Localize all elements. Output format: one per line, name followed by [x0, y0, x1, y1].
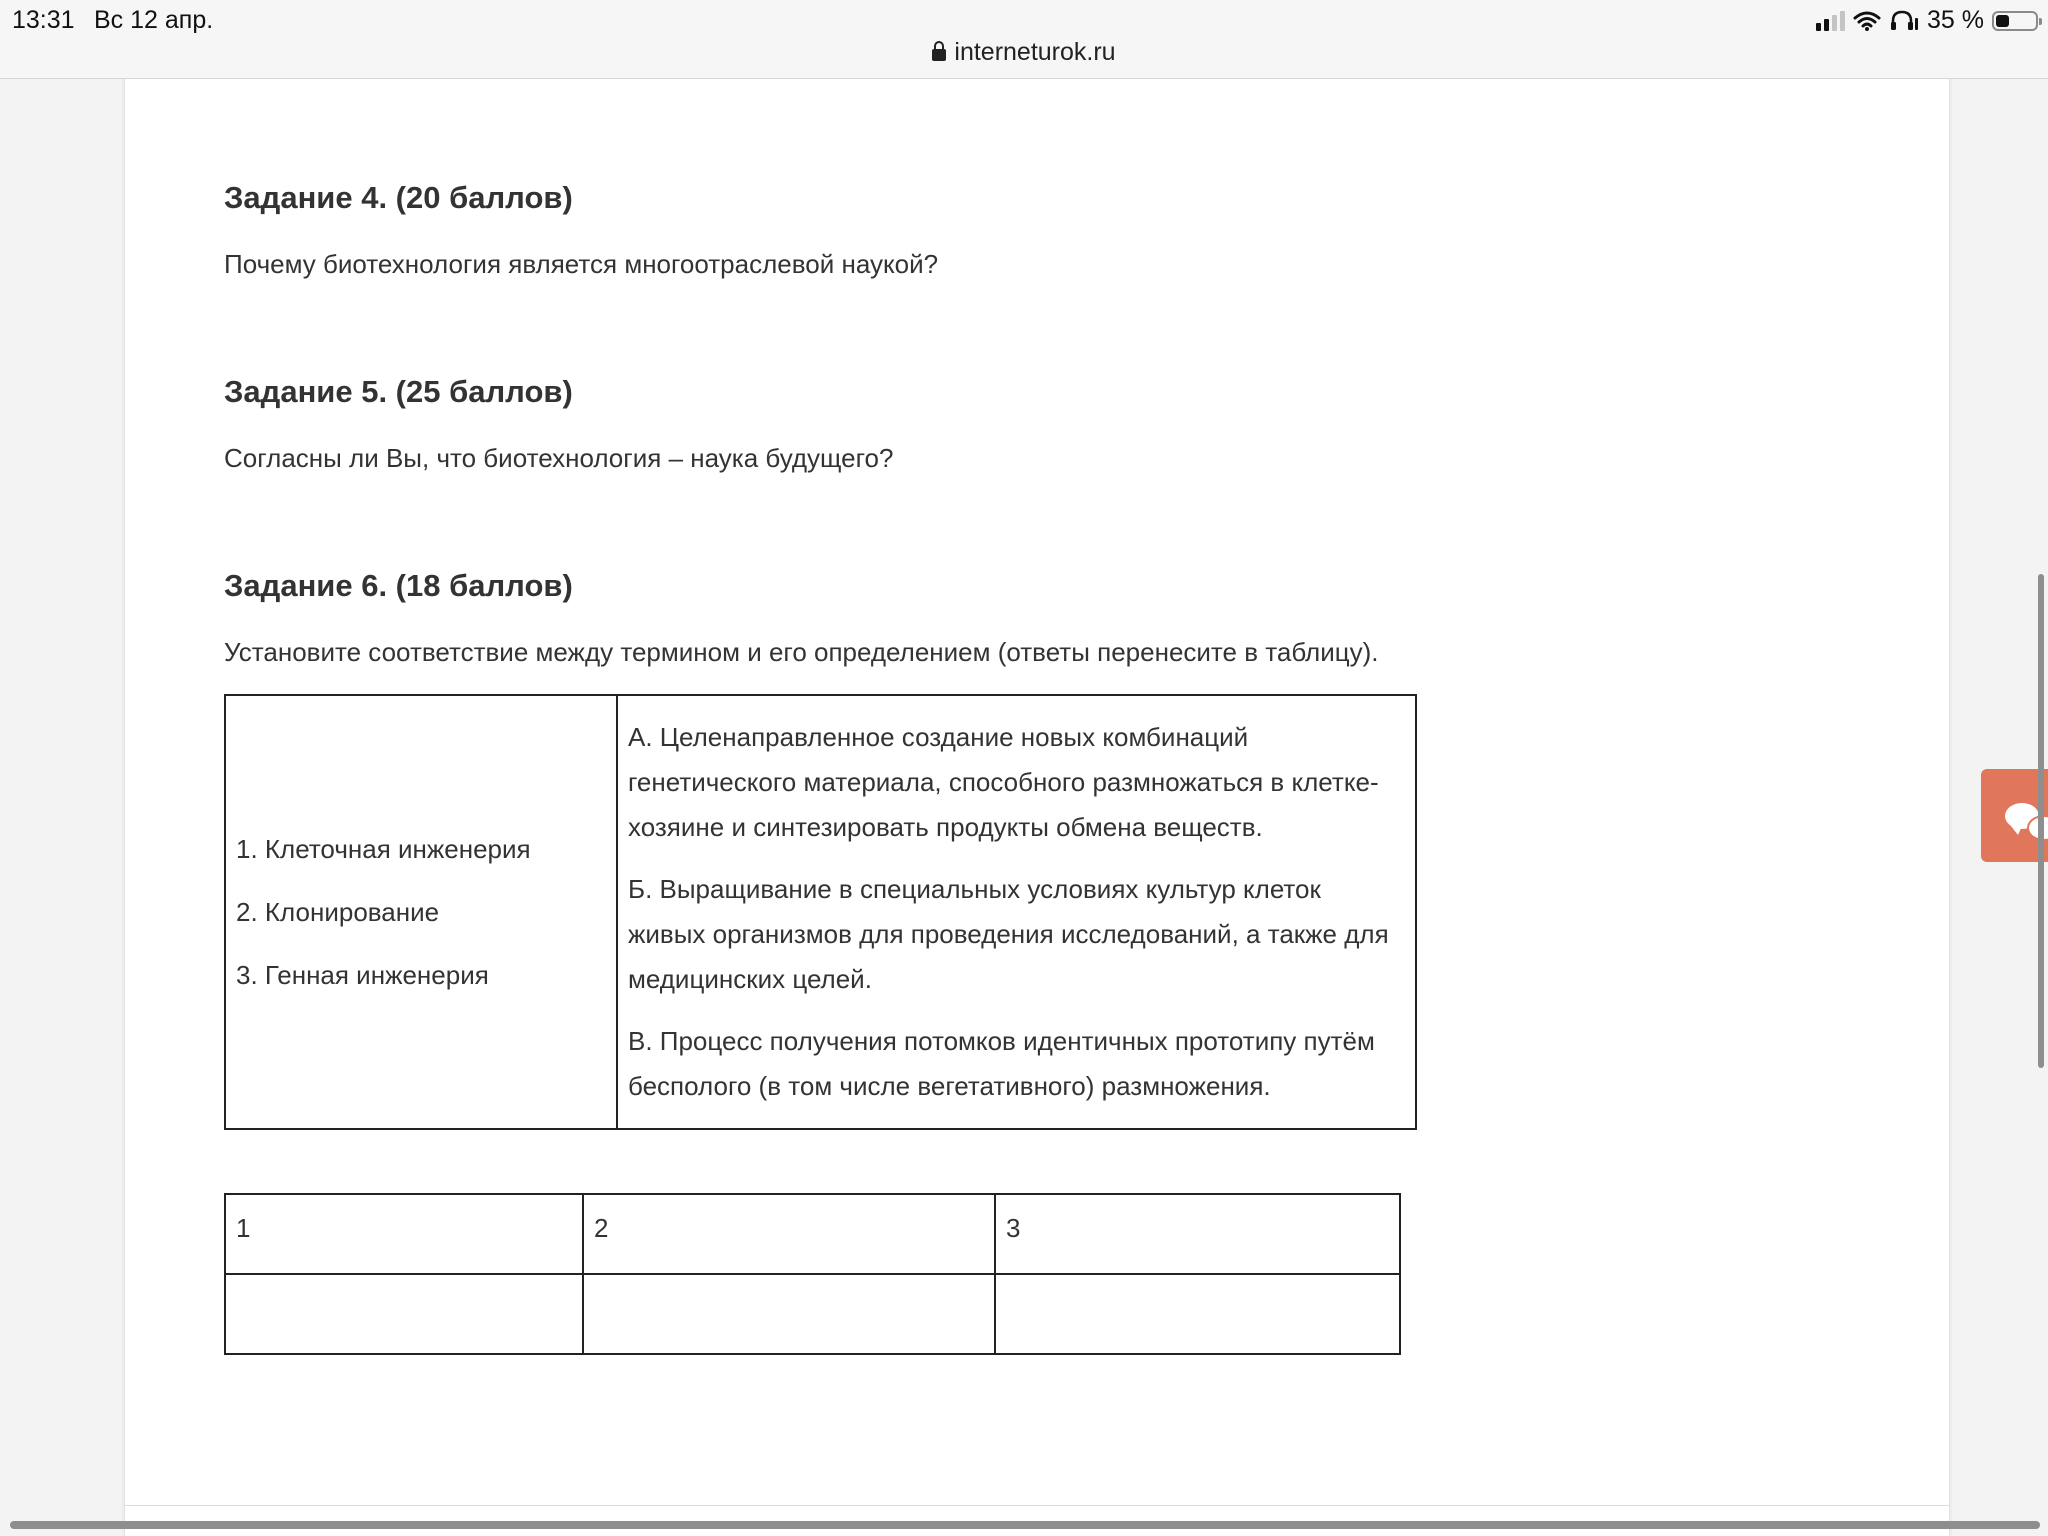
status-indicators [1816, 6, 2038, 35]
battery-icon [1992, 11, 2038, 31]
definition-item: В. Процесс получения потомков идентичных прототипу путём бесполого (в том числе вегетативного) размножения. [628, 1026, 1375, 1101]
task4-text: Почему биотехнология является многоотраслевой наукой? [224, 249, 939, 279]
headphones-icon [1889, 10, 1919, 32]
answer-cell [995, 1274, 1400, 1354]
url-text: interneturok.ru [954, 38, 1116, 66]
definition-item: Б. Выращивание в специальных условиях культур клеток живых организмов для проведения исследований, а также для медицинских целей. [628, 874, 1389, 994]
definitions-cell [617, 695, 1416, 1129]
battery-percent: 35 % [1927, 6, 1984, 34]
answer-header-cell: 2 [583, 1194, 995, 1274]
task5-title: Задание 5. (25 баллов) [224, 374, 573, 409]
task6-text: Установите соответствие между термином и его определением (ответы перенесите в таблицу). [224, 637, 1379, 667]
lock-icon [932, 49, 946, 61]
answer-table [224, 1193, 1401, 1355]
answer-header-cell: 3 [995, 1194, 1400, 1274]
definition-item: А. Целенаправленное создание новых комбинаций генетического материала, способного размножаться в клетке-хозяине и синтезировать продукты обмена веществ. [628, 722, 1379, 842]
wifi-icon [1853, 10, 1881, 32]
task4-title: Задание 4. (20 баллов) [224, 180, 573, 215]
term-item: 2. Клонирование [236, 896, 440, 927]
task6-title: Задание 6. (18 баллов) [224, 568, 573, 603]
status-date: Вс 12 апр. [94, 6, 214, 34]
answer-header-cell: 1 [225, 1194, 583, 1274]
task5-text: Согласны ли Вы, что биотехнология – наука будущего? [224, 443, 894, 473]
table-row [225, 1274, 1400, 1354]
browser-top-bar [0, 0, 2048, 79]
matching-table [224, 694, 1417, 1130]
vertical-scrollbar[interactable] [2038, 574, 2044, 1068]
address-bar[interactable] [0, 38, 2048, 67]
table-row [225, 1194, 1400, 1274]
answer-cell [583, 1274, 995, 1354]
status-time: 13:31 [12, 6, 75, 34]
answer-cell [225, 1274, 583, 1354]
cellular-signal-icon [1816, 11, 1845, 31]
footer-divider [124, 1505, 1950, 1506]
terms-cell [225, 695, 617, 1129]
table-row [225, 695, 1416, 1129]
term-item: 3. Генная инженерия [236, 959, 489, 990]
term-item: 1. Клеточная инженерия [236, 833, 531, 864]
horizontal-scrollbar[interactable] [10, 1521, 2040, 1529]
